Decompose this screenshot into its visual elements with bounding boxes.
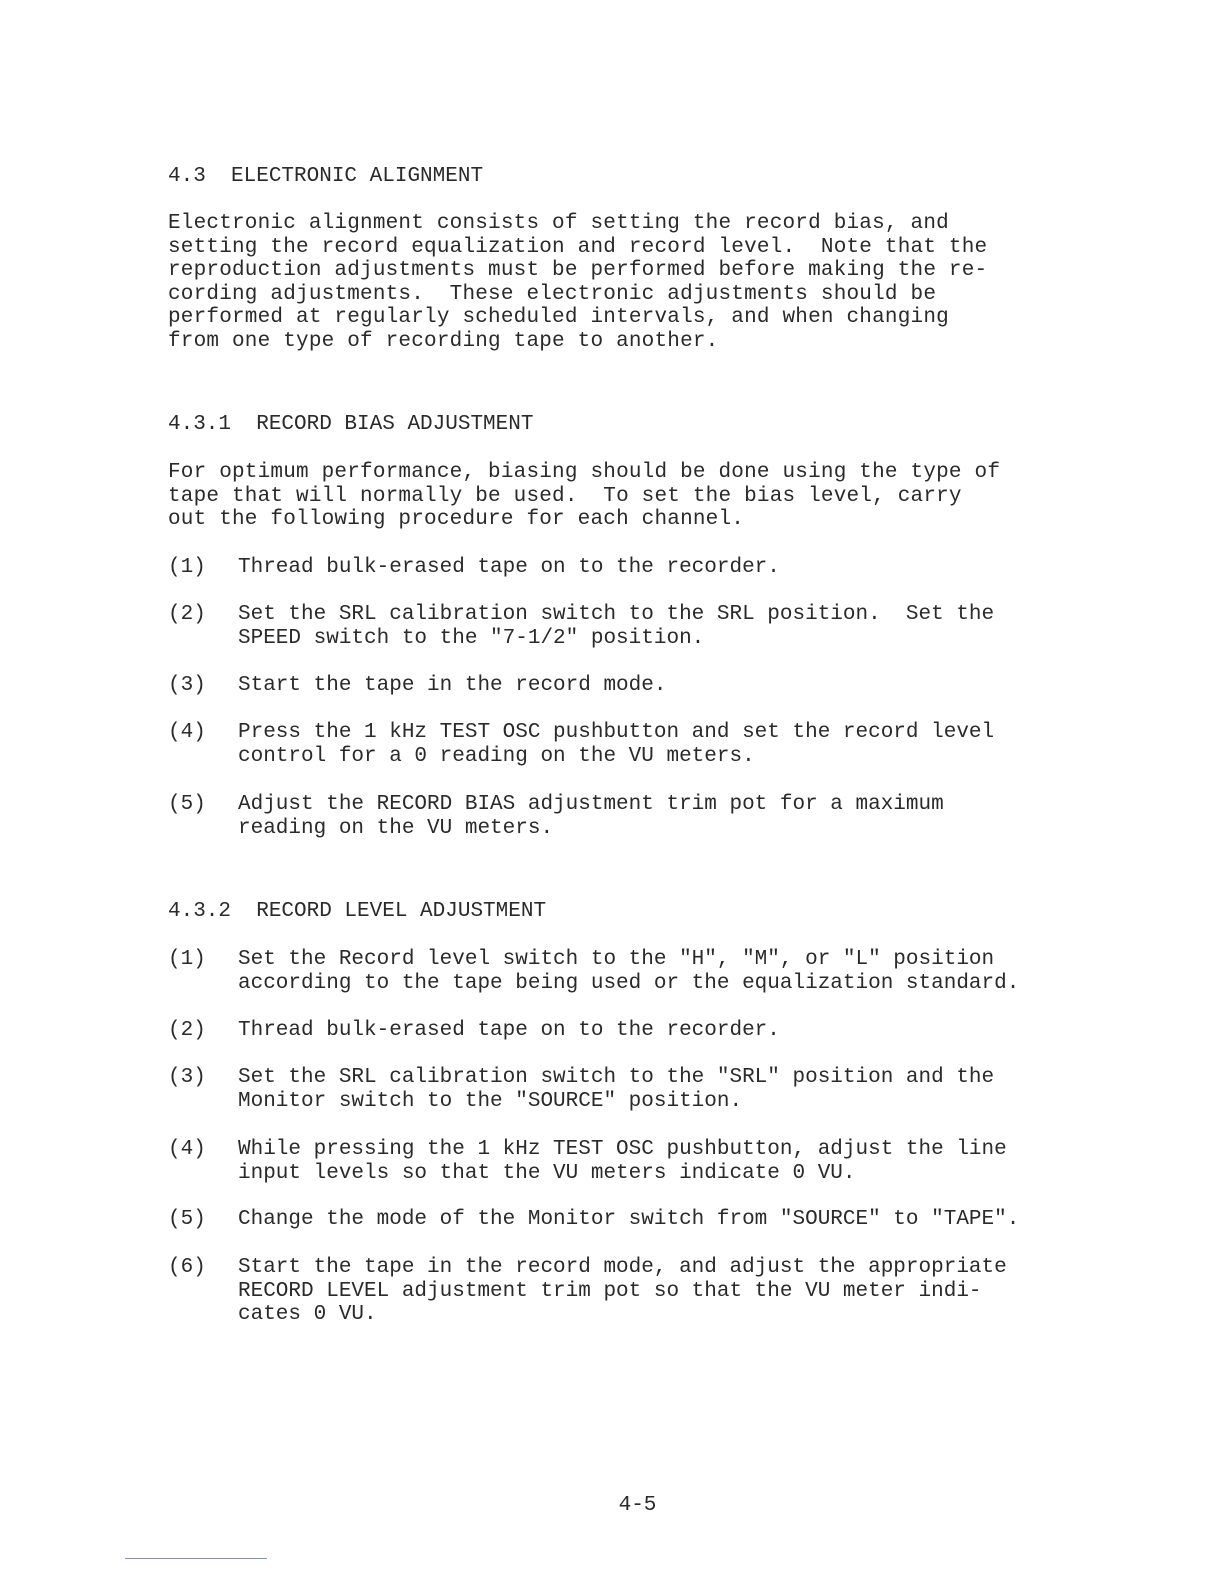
step-number: (6) [168, 1256, 206, 1279]
step-text: Start the tape in the record mode. [238, 674, 667, 697]
step-text: Thread bulk-erased tape on to the recorder. [238, 556, 780, 579]
footer-divider [125, 1558, 267, 1559]
section-4-3-1-paragraph: For optimum performance, biasing should be done using the type of tape that will normally be used. To set the bias level, carry out the following procedure for each channel. [168, 461, 1001, 532]
step-number: (5) [168, 793, 206, 816]
step-number: (2) [168, 1019, 206, 1042]
step-text: Thread bulk-erased tape on to the recorder. [238, 1019, 780, 1042]
step-number: (3) [168, 674, 206, 697]
step-number: (4) [168, 721, 206, 744]
step-text: Press the 1 kHz TEST OSC pushbutton and set the record level control for a 0 reading on the VU meters. [238, 721, 995, 768]
section-heading-4-3-2: 4.3.2 RECORD LEVEL ADJUSTMENT [168, 900, 547, 923]
step-number: (5) [168, 1208, 206, 1231]
step-text: Adjust the RECORD BIAS adjustment trim pot for a maximum reading on the VU meters. [238, 793, 944, 840]
step-text: Change the mode of the Monitor switch from "SOURCE" to "TAPE". [238, 1208, 1020, 1231]
step-text: Set the Record level switch to the "H", "M", or "L" position according to the tape being used or the equalization standard. [238, 948, 1020, 995]
step-number: (3) [168, 1066, 206, 1089]
step-text: Set the SRL calibration switch to the "SRL" position and the Monitor switch to the "SOURCE" position. [238, 1066, 995, 1113]
section-4-3-paragraph: Electronic alignment consists of setting the record bias, and setting the record equalization and record level. Note that the reproduction adjustments must be performed before making the re- cording adjustments. These electronic adjustments should be performed at regularly scheduled intervals, and when changing from one type of recording tape to another. [168, 212, 988, 353]
step-text: While pressing the 1 kHz TEST OSC pushbutton, adjust the line input levels so that the VU meters indicate 0 VU. [238, 1138, 1007, 1185]
section-heading-4-3-1: 4.3.1 RECORD BIAS ADJUSTMENT [168, 413, 534, 436]
step-number: (4) [168, 1138, 206, 1161]
step-number: (2) [168, 603, 206, 626]
page-number: 4-5 [618, 1494, 657, 1517]
step-text: Set the SRL calibration switch to the SRL position. Set the SPEED switch to the "7-1/2" position. [238, 603, 995, 650]
section-heading-4-3: 4.3 ELECTRONIC ALIGNMENT [168, 165, 484, 188]
step-number: (1) [168, 948, 206, 971]
step-number: (1) [168, 556, 206, 579]
step-text: Start the tape in the record mode, and adjust the appropriate RECORD LEVEL adjustment trim pot so that the VU meter indi- cates 0 VU. [238, 1256, 1007, 1327]
